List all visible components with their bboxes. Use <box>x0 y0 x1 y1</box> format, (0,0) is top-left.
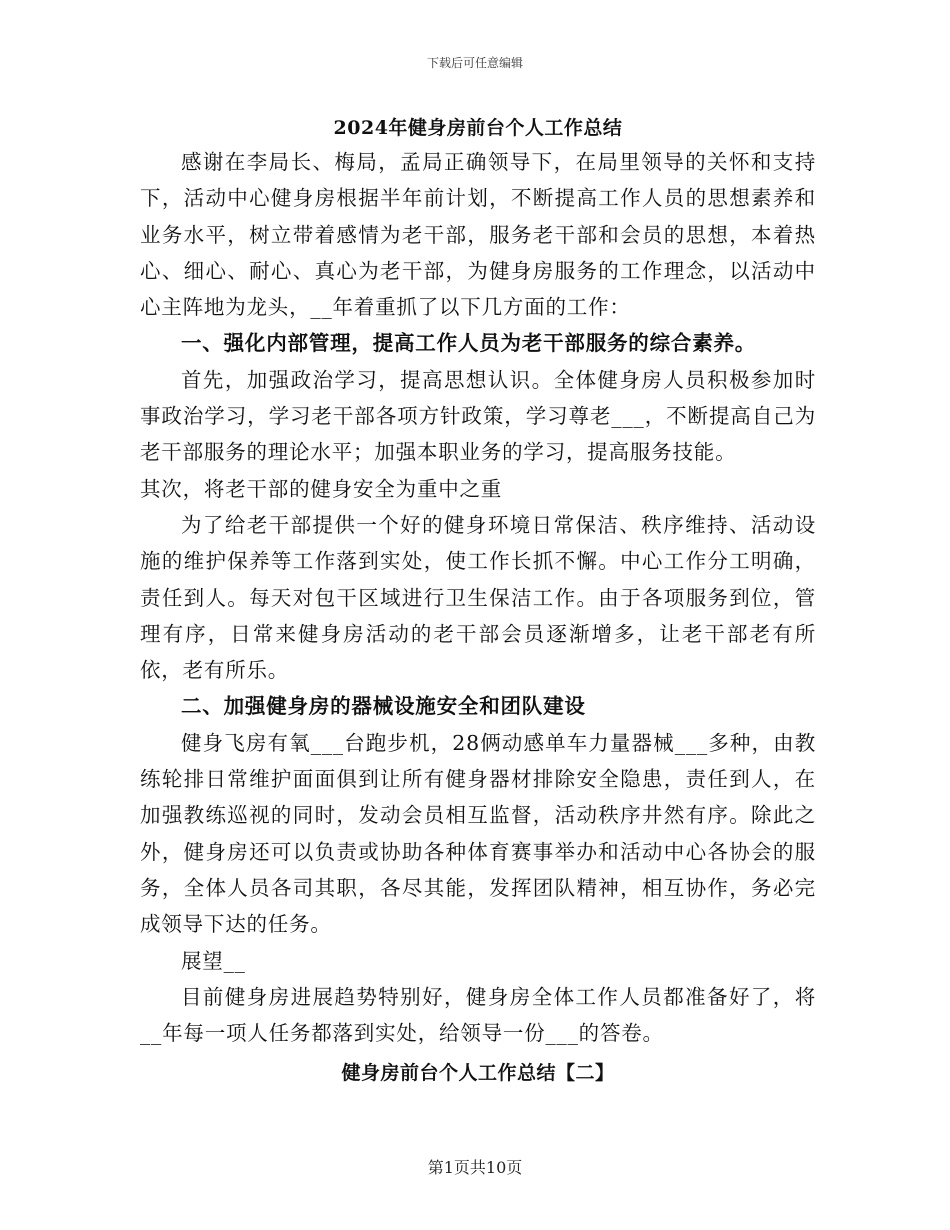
section-1-paragraph-1: 首先，加强政治学习，提高思想认识。全体健身房人员积极参加时事政治学习，学习老干部各项方针政策，学习尊老___，不断提高自己为老干部服务的理论水平；加强本职业务的学习，提高服务技能。 <box>140 367 816 465</box>
intro-paragraph: 感谢在李局长、梅局，孟局正确领导下，在局里领导的关怀和支持下，活动中心健身房根据半年前计划，不断提高工作人员的思想素养和业务水平，树立带着感情为老干部，服务老干部和会员的思想，本着热心、细心、耐心、真心为老干部，为健身房服务的工作理念，以活动中心主阵地为龙头，__年着重抓了以下几方面的工作： <box>140 150 816 320</box>
section-2-heading: 二、加强健身房的器械设施安全和团队建设 <box>181 694 586 719</box>
document-title: 2024年健身房前台个人工作总结 <box>333 117 623 139</box>
page-number: 第1页共10页 <box>427 1158 523 1177</box>
document-body <box>140 112 816 1089</box>
section-1-paragraph-1b: 其次，将老干部的健身安全为重中之重 <box>140 476 503 501</box>
outlook-paragraph: 目前健身房进展趋势特别好，健身房全体工作人员都准备好了，将__年每一项人任务都落到实处，给领导一份___的答卷。 <box>140 984 816 1046</box>
section-1-heading: 一、强化内部管理，提高工作人员为老干部服务的综合素养。 <box>181 331 757 356</box>
section-2-paragraph-1: 健身飞房有氧___台跑步机，28俩动感单车力量器械___多种，由教练轮排日常维护面面俱到让所有健身器材排除安全隐患，责任到人，在加强教练巡视的同时，发动会员相互监督，活动秩序井然有序。除此之外，健身房还可以负责或协助各种体育赛事举办和活动中心各协会的服务，全体人员各司其职，各尽其能，发挥团队精神，相互协作，务必完成领导下达的任务。 <box>140 730 816 937</box>
document-subtitle: 健身房前台个人工作总结【二】 <box>341 1062 615 1085</box>
page-header-note: 下载后可任意编辑 <box>426 56 523 70</box>
outlook-heading: 展望__ <box>181 948 246 973</box>
section-1-paragraph-2: 为了给老干部提供一个好的健身环境日常保洁、秩序维持、活动设施的维护保养等工作落到实处，使工作长抓不懈。中心工作分工明确，责任到人。每天对包干区域进行卫生保洁工作。由于各项服务到位，管理有序，日常来健身房活动的老干部会员逐渐增多，让老干部老有所依，老有所乐。 <box>140 512 816 683</box>
